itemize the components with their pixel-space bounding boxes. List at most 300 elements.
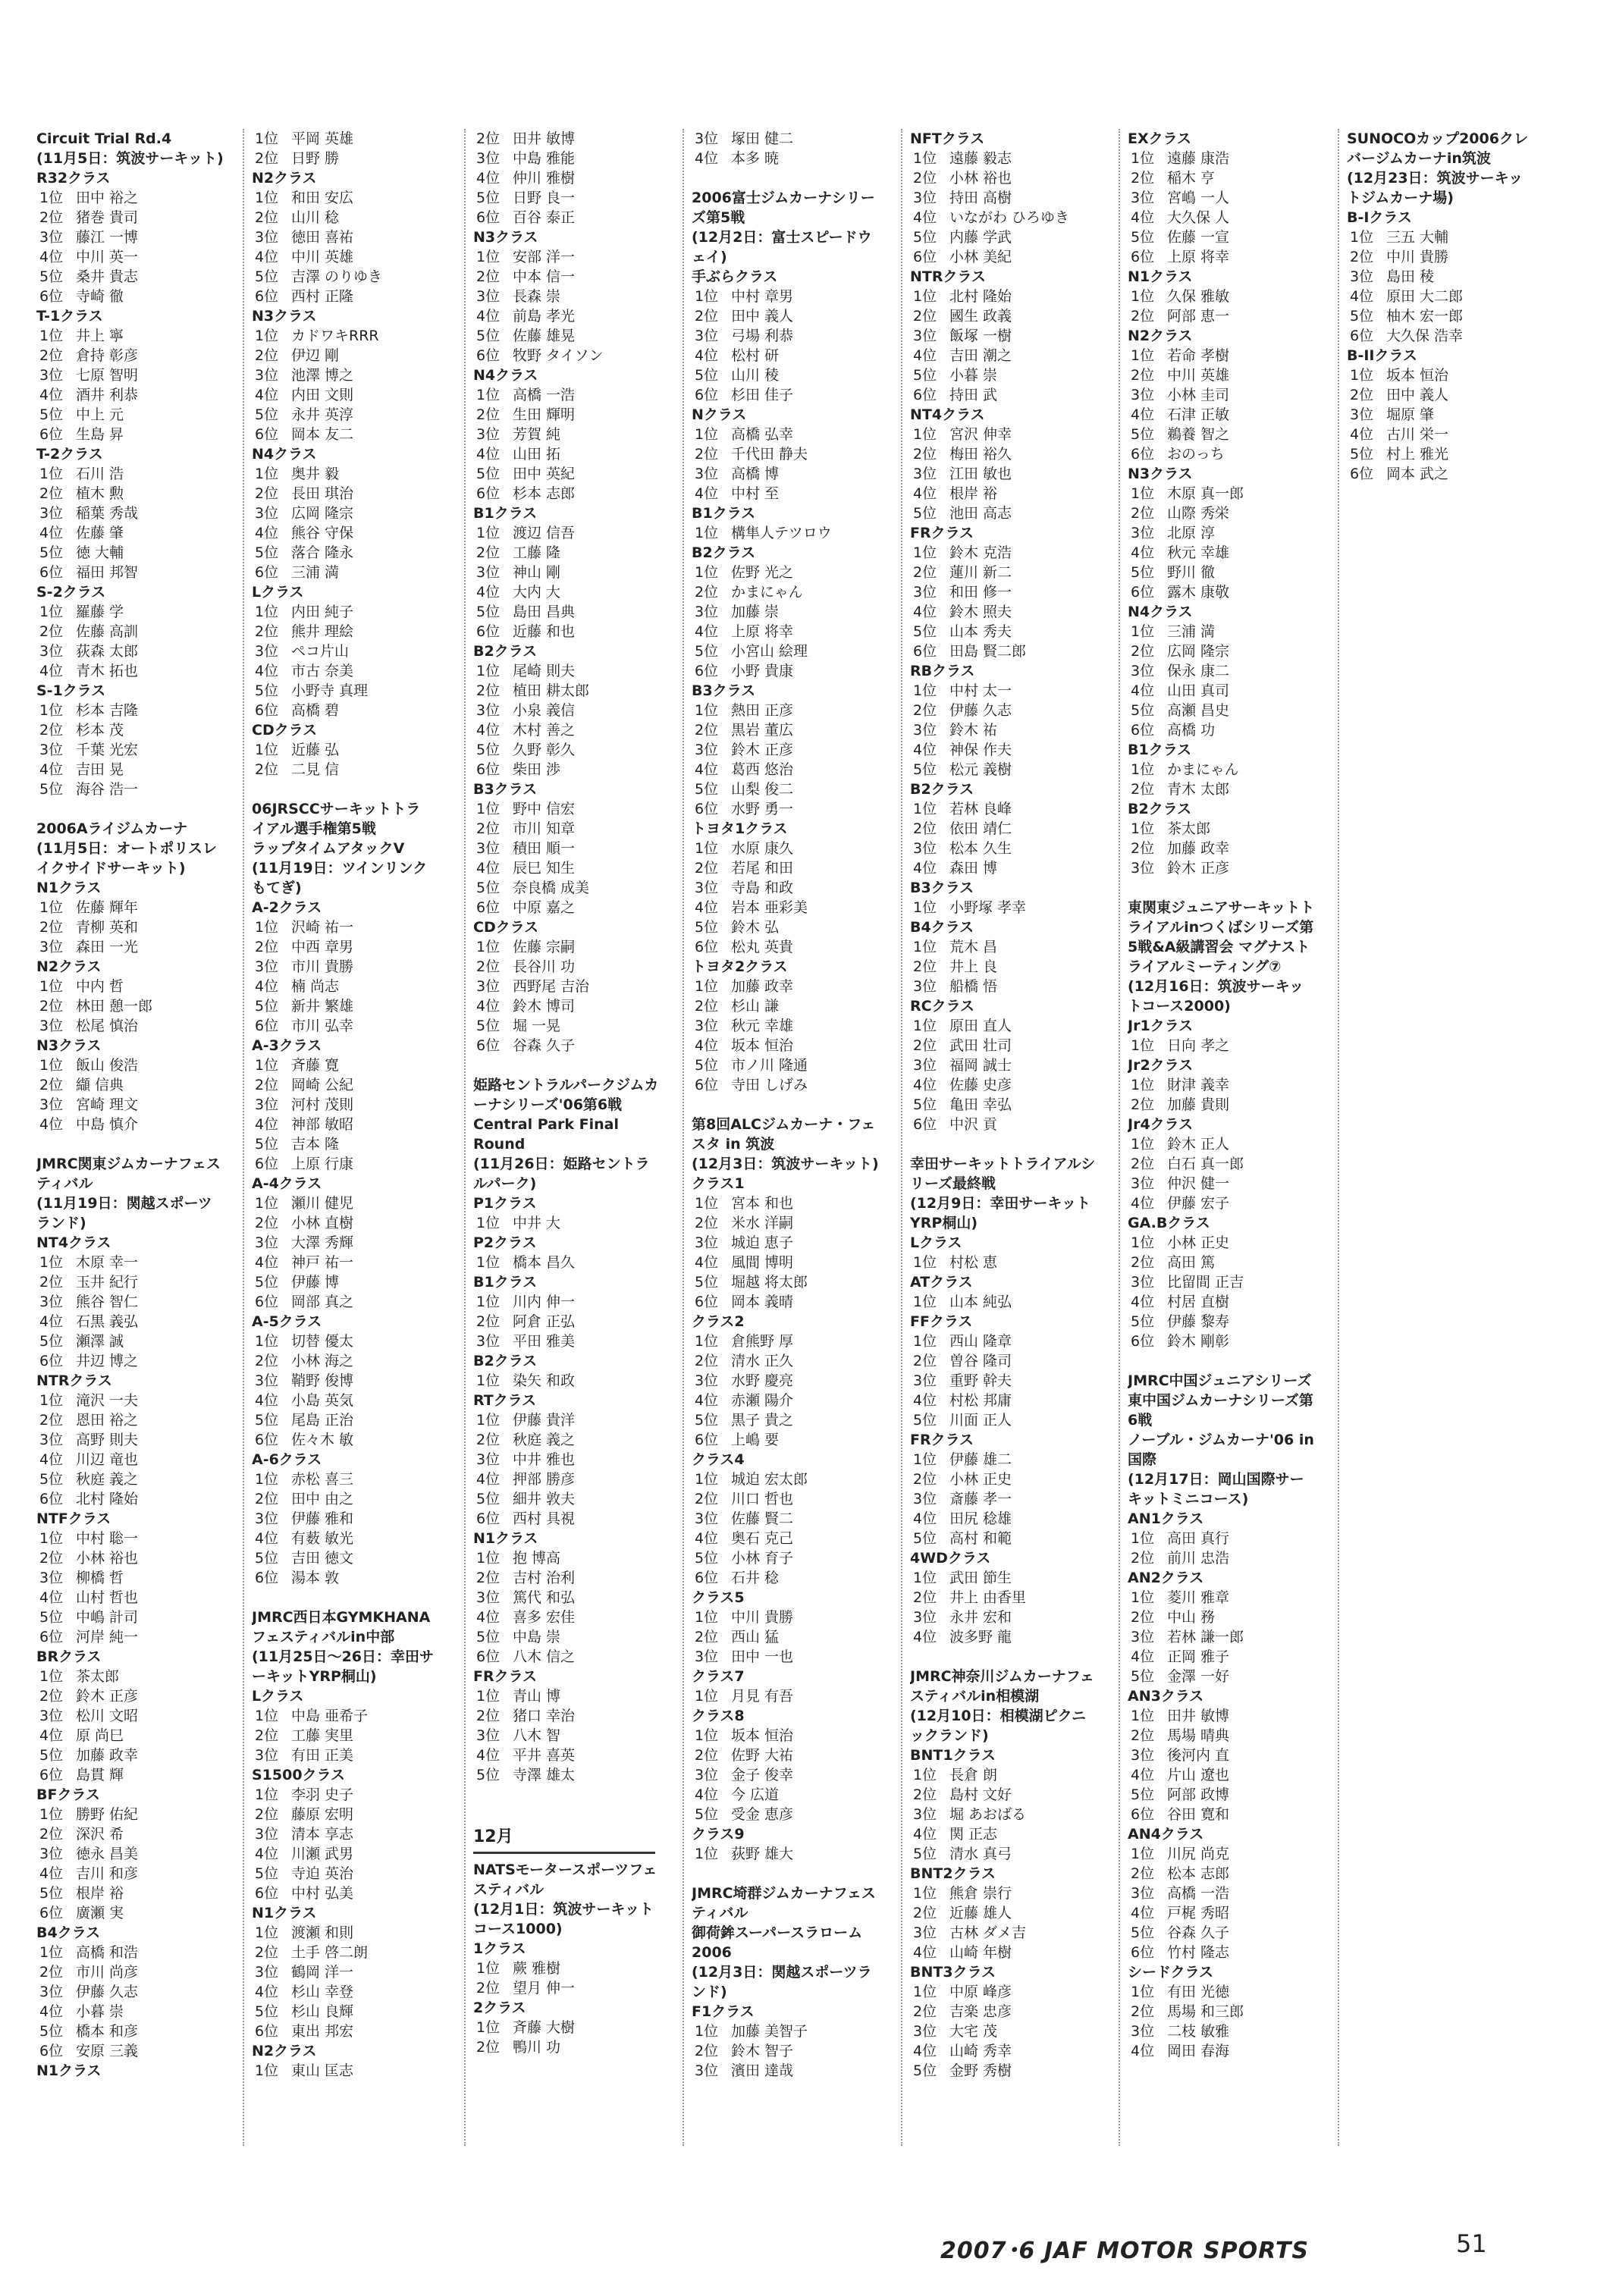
position-label: 4位 <box>913 1510 937 1527</box>
position-label: 5位 <box>476 328 501 344</box>
position-label: 1位 <box>476 1372 501 1389</box>
result-row <box>1128 819 1342 839</box>
result-row <box>473 582 687 602</box>
position-label: 1位 <box>1131 1708 1155 1724</box>
result-row <box>910 464 1124 484</box>
result-row <box>252 503 466 523</box>
position-label: 1位 <box>695 1846 719 1862</box>
driver-name: 千代田 静夫 <box>731 446 808 463</box>
driver-name: 寺島 和政 <box>731 880 794 896</box>
driver-name: 中川 貴勝 <box>1386 249 1449 265</box>
driver-name: 加藤 貴則 <box>1167 1096 1230 1113</box>
result-row <box>252 188 466 208</box>
driver-name: 神保 作夫 <box>949 742 1012 758</box>
position-label: 1位 <box>695 564 719 581</box>
position-label: 1位 <box>476 939 501 955</box>
driver-name: 中沢 貢 <box>949 1116 998 1133</box>
position-label: 5位 <box>913 1846 937 1862</box>
driver-name: 井上 由香里 <box>949 1589 1027 1606</box>
result-row <box>36 1292 250 1312</box>
result-row <box>252 365 466 385</box>
result-row <box>252 1233 466 1253</box>
driver-name: 岩本 亜彩美 <box>731 899 808 916</box>
driver-name: 篤代 和弘 <box>513 1589 576 1606</box>
result-row <box>1128 582 1342 602</box>
driver-name: 堀 一晃 <box>513 1018 561 1034</box>
class-heading: NTRクラス <box>910 268 986 285</box>
position-label: 5位 <box>913 623 937 640</box>
position-label: 4位 <box>913 1629 937 1645</box>
result-row <box>473 405 687 425</box>
result-row <box>692 1410 905 1430</box>
event-heading: スタ in 筑波 <box>692 1136 775 1153</box>
driver-name: 比留間 正吉 <box>1167 1274 1244 1291</box>
position-label: 4位 <box>695 1530 719 1547</box>
result-row <box>1128 503 1342 523</box>
event-heading: (11月5日：オートポリスレ <box>36 840 217 857</box>
result-row <box>910 385 1124 405</box>
position-label: 1位 <box>1131 820 1155 837</box>
position-label: 3位 <box>1131 1274 1155 1291</box>
position-label: 5位 <box>39 406 64 423</box>
position-label: 2位 <box>695 1629 719 1645</box>
position-label: 1位 <box>476 387 501 403</box>
position-label: 4位 <box>39 1116 64 1133</box>
result-row <box>1128 287 1342 306</box>
class-heading: B-Iクラス <box>1347 209 1412 226</box>
position-label: 2位 <box>255 1727 279 1744</box>
result-row <box>1128 247 1342 267</box>
position-label: 4位 <box>255 249 279 265</box>
class-heading: シードクラス <box>1128 1964 1214 1981</box>
driver-name: 瀬川 健児 <box>291 1195 354 1212</box>
driver-name: 市古 奈美 <box>291 663 354 679</box>
position-label: 4位 <box>255 663 279 679</box>
position-label: 3位 <box>695 1767 719 1783</box>
driver-name: 坂本 恒治 <box>1386 367 1449 384</box>
position-label: 4位 <box>695 150 719 167</box>
position-label: 4位 <box>255 1254 279 1271</box>
class-heading: NT4クラス <box>36 1234 111 1251</box>
position-label: 4位 <box>39 663 64 679</box>
driver-name: 中村 聡一 <box>76 1530 139 1547</box>
class-heading: Jr2クラス <box>1128 1057 1194 1074</box>
driver-name: 原 尚巳 <box>76 1727 124 1744</box>
class-heading: N2クラス <box>36 958 102 975</box>
driver-name: 田中 義人 <box>731 308 794 325</box>
result-row <box>692 2041 905 2061</box>
driver-name: 望月 伸一 <box>513 1980 576 1996</box>
driver-name: 赤瀬 陽介 <box>731 1392 794 1409</box>
result-row <box>36 1962 250 1982</box>
driver-name: 構隼人テツロウ <box>731 525 832 541</box>
result-row <box>36 1075 250 1095</box>
result-row <box>910 188 1124 208</box>
driver-name: 伊藤 貴洋 <box>513 1412 576 1429</box>
result-row <box>692 1272 905 1292</box>
driver-name: 三浦 満 <box>291 564 340 581</box>
class-heading: クラス2 <box>692 1313 745 1330</box>
position-label: 1位 <box>913 1570 937 1586</box>
driver-name: 金澤 一好 <box>1167 1668 1230 1685</box>
driver-name: 茶太郎 <box>1167 820 1211 837</box>
driver-name: 長谷川 功 <box>513 958 576 975</box>
class-heading: Jr4クラス <box>1128 1116 1194 1133</box>
event-heading: 06JRSCCサーキットトラ <box>252 801 421 817</box>
result-row <box>473 1430 687 1450</box>
class-heading: CDクラス <box>252 722 318 739</box>
position-label: 1位 <box>1131 485 1155 502</box>
position-label: 2位 <box>1131 1254 1155 1271</box>
position-label: 5位 <box>695 1550 719 1567</box>
result-row <box>473 1292 687 1312</box>
position-label: 4位 <box>255 387 279 403</box>
event-heading: 2006 <box>692 1944 732 1961</box>
spacer <box>473 1055 687 1075</box>
driver-name: 市川 貴勝 <box>291 958 354 975</box>
class-heading: N3クラス <box>36 1037 102 1054</box>
results-column <box>692 129 905 2081</box>
result-row <box>473 1470 687 1489</box>
position-label: 2位 <box>695 1353 719 1369</box>
result-row <box>910 227 1124 247</box>
position-label: 5位 <box>1131 1786 1155 1803</box>
result-row <box>252 1154 466 1174</box>
driver-name: 石川 浩 <box>76 466 124 482</box>
result-row <box>910 641 1124 661</box>
position-label: 4位 <box>913 209 937 226</box>
driver-name: 岡本 武之 <box>1386 466 1449 482</box>
class-heading: N3クラス <box>252 308 317 325</box>
result-row <box>473 1509 687 1529</box>
result-row <box>692 1016 905 1036</box>
class-heading: A-5クラス <box>252 1313 322 1330</box>
position-label: 5位 <box>255 1274 279 1291</box>
driver-name: 中村 太一 <box>949 682 1012 699</box>
position-label: 3位 <box>1131 387 1155 403</box>
position-label: 1位 <box>695 1688 719 1705</box>
position-label: 2位 <box>39 919 64 936</box>
driver-name: 三五 大輔 <box>1386 229 1449 246</box>
position-label: 1位 <box>39 1530 64 1547</box>
driver-name: 深沢 希 <box>76 1826 124 1843</box>
result-row <box>910 1608 1124 1627</box>
result-row <box>473 622 687 641</box>
position-label: 1位 <box>695 1333 719 1350</box>
class-heading: S-1クラス <box>36 682 106 699</box>
result-row <box>36 405 250 425</box>
class-heading: B3クラス <box>910 880 974 896</box>
driver-name: 戸梶 秀昭 <box>1167 1905 1230 1921</box>
position-label: 2位 <box>1350 387 1374 403</box>
position-label: 3位 <box>695 604 719 620</box>
result-row <box>36 996 250 1016</box>
position-label: 6位 <box>1131 1806 1155 1823</box>
driver-name: 有薮 敏光 <box>291 1530 354 1547</box>
class-heading: AN3クラス <box>1128 1688 1204 1705</box>
driver-name: 鵜養 智之 <box>1167 426 1230 443</box>
driver-name: 吉田 徳文 <box>291 1550 354 1567</box>
result-row <box>36 425 250 444</box>
event-heading: 5戦&A級講習会 マグナスト <box>1128 939 1310 955</box>
result-row <box>910 149 1124 168</box>
class-heading: P2クラス <box>473 1234 537 1251</box>
position-label: 3位 <box>1131 1175 1155 1192</box>
driver-name: 二枝 敏雅 <box>1167 2023 1230 2040</box>
position-label: 1位 <box>255 130 279 147</box>
class-heading: T-1クラス <box>36 308 103 325</box>
driver-name: 広岡 隆宗 <box>291 505 354 522</box>
position-label: 3位 <box>39 1984 64 2000</box>
class-heading: FRクラス <box>910 1432 974 1448</box>
driver-name: 馬場 晴典 <box>1167 1727 1230 1744</box>
position-label: 3位 <box>255 367 279 384</box>
result-row <box>692 1568 905 1588</box>
position-label: 5位 <box>695 1274 719 1291</box>
position-label: 4位 <box>39 761 64 778</box>
position-label: 5位 <box>1131 426 1155 443</box>
position-label: 6位 <box>255 288 279 305</box>
result-row <box>910 1627 1124 1647</box>
driver-name: 牧野 タイソン <box>513 347 604 364</box>
driver-name: 野川 徹 <box>1167 564 1216 581</box>
position-label: 6位 <box>39 2043 64 2059</box>
position-label: 4位 <box>913 2043 937 2059</box>
result-row <box>36 1055 250 1075</box>
position-label: 6位 <box>1131 1333 1155 1350</box>
result-row <box>252 543 466 563</box>
driver-name: 中村 章男 <box>731 288 794 305</box>
position-label: 1位 <box>1131 288 1155 305</box>
position-label: 6位 <box>255 1885 279 1902</box>
driver-name: 山梨 俊二 <box>731 781 794 798</box>
magazine-footer: 2007･6 JAF MOTOR SPORTS <box>940 2238 1309 2264</box>
position-label: 1位 <box>476 1294 501 1310</box>
driver-name: 高橋 碧 <box>291 702 340 719</box>
result-row <box>910 1095 1124 1115</box>
driver-name: 福岡 誠士 <box>949 1057 1012 1074</box>
position-label: 2位 <box>913 1037 937 1054</box>
result-row <box>252 622 466 641</box>
position-label: 1位 <box>695 2023 719 2040</box>
driver-name: 高村 和範 <box>949 1530 1012 1547</box>
event-heading: イアル選手権第5戦 <box>252 820 376 837</box>
result-row <box>36 188 250 208</box>
result-row <box>692 1548 905 1568</box>
result-row <box>1128 1627 1342 1647</box>
position-label: 3位 <box>39 1432 64 1448</box>
event-heading: Round <box>473 1136 526 1153</box>
event-heading: JMRC関東ジムカーナフェス <box>36 1156 221 1172</box>
position-label: 3位 <box>913 1057 937 1074</box>
driver-name: 木村 善之 <box>513 722 576 739</box>
result-row <box>252 1726 466 1746</box>
result-row <box>252 641 466 661</box>
result-row <box>692 346 905 365</box>
driver-name: 水野 勇一 <box>731 801 794 817</box>
event-heading: 2006Aライジムカーナ <box>36 820 188 837</box>
result-row <box>692 1193 905 1213</box>
result-row <box>473 208 687 227</box>
result-row <box>692 1765 905 1785</box>
result-row <box>36 740 250 760</box>
position-label: 4位 <box>255 525 279 541</box>
position-label: 1位 <box>913 801 937 817</box>
class-heading: F1クラス <box>692 2003 755 2020</box>
position-label: 1位 <box>913 1451 937 1468</box>
position-label: 1位 <box>255 466 279 482</box>
class-heading: クラス7 <box>692 1668 745 1685</box>
driver-name: 百谷 泰正 <box>513 209 576 226</box>
driver-name: 本多 暁 <box>731 150 780 167</box>
result-row <box>252 1785 466 1805</box>
result-row <box>910 799 1124 819</box>
position-label: 3位 <box>1350 406 1374 423</box>
result-row <box>910 839 1124 858</box>
driver-name: 梅田 裕久 <box>949 446 1012 463</box>
result-row <box>36 464 250 484</box>
result-row <box>36 267 250 287</box>
result-row <box>36 1844 250 1864</box>
position-label: 3位 <box>255 1964 279 1981</box>
event-heading: トジムカーナ場) <box>1347 190 1454 206</box>
results-column <box>910 129 1124 2081</box>
position-label: 4位 <box>695 761 719 778</box>
class-heading: N1クラス <box>252 1905 317 1921</box>
result-row <box>252 523 466 543</box>
position-label: 1位 <box>913 426 937 443</box>
driver-name: 加藤 政幸 <box>1167 840 1230 857</box>
class-heading: R32クラス <box>36 170 111 187</box>
result-row <box>252 1805 466 1824</box>
driver-name: かまにゃん <box>1167 761 1239 778</box>
position-label: 1位 <box>695 978 719 995</box>
class-heading: A-4クラス <box>252 1175 322 1192</box>
driver-name: 池田 高志 <box>949 505 1012 522</box>
driver-name: 山際 秀栄 <box>1167 505 1230 522</box>
result-row <box>910 701 1124 720</box>
position-label: 2位 <box>39 1550 64 1567</box>
position-label: 1位 <box>1350 229 1374 246</box>
result-row <box>692 1608 905 1627</box>
position-label: 2位 <box>913 1589 937 1606</box>
position-label: 1位 <box>913 1294 937 1310</box>
result-row <box>910 1765 1124 1785</box>
driver-name: 谷田 寛和 <box>1167 1806 1230 1823</box>
position-label: 1位 <box>695 288 719 305</box>
position-label: 5位 <box>255 1550 279 1567</box>
driver-name: 小林 美紀 <box>949 249 1012 265</box>
event-heading: (11月19日：関越スポーツ <box>36 1195 212 1212</box>
position-label: 2位 <box>913 1905 937 1921</box>
position-label: 2位 <box>695 308 719 325</box>
result-row <box>692 779 905 799</box>
driver-name: 荻森 太郎 <box>76 643 139 660</box>
result-row <box>692 1253 905 1272</box>
result-row <box>692 1746 905 1765</box>
result-row <box>692 1489 905 1509</box>
result-row <box>252 1272 466 1292</box>
result-row <box>36 227 250 247</box>
driver-name: 近藤 雄人 <box>949 1905 1012 1921</box>
result-row <box>473 188 687 208</box>
result-row <box>252 1548 466 1568</box>
driver-name: 湯本 敦 <box>291 1570 340 1586</box>
position-label: 6位 <box>476 209 501 226</box>
position-label: 3位 <box>695 880 719 896</box>
result-row <box>1128 1529 1342 1548</box>
position-label: 2位 <box>255 939 279 955</box>
position-label: 4位 <box>39 387 64 403</box>
class-heading: 2クラス <box>473 2000 526 2016</box>
result-row <box>252 1134 466 1154</box>
driver-name: 吉本 隆 <box>291 1136 340 1153</box>
position-label: 1位 <box>913 682 937 699</box>
position-label: 1位 <box>39 978 64 995</box>
driver-name: 熊倉 崇行 <box>949 1885 1012 1902</box>
result-row <box>473 1726 687 1746</box>
result-row <box>36 917 250 937</box>
position-label: 1位 <box>695 426 719 443</box>
position-label: 4位 <box>913 1077 937 1093</box>
driver-name: 渡辺 信吾 <box>513 525 576 541</box>
driver-name: 根岸 裕 <box>949 485 998 502</box>
result-row <box>36 1450 250 1470</box>
spacer <box>252 779 466 799</box>
result-row <box>910 1903 1124 1923</box>
driver-name: 正岡 雅子 <box>1167 1648 1230 1665</box>
result-row <box>252 760 466 779</box>
spacer <box>910 1647 1124 1667</box>
result-row <box>252 1884 466 1903</box>
event-heading: バージムカーナin筑波 <box>1347 150 1491 167</box>
driver-name: 市川 知章 <box>513 820 576 837</box>
driver-name: 小林 正史 <box>1167 1234 1230 1251</box>
event-heading: JMRC埼群ジムカーナフェス <box>692 1885 876 1902</box>
position-label: 2位 <box>255 150 279 167</box>
driver-name: 橋本 昌久 <box>513 1254 576 1271</box>
result-row <box>473 326 687 346</box>
event-heading: ンド) <box>692 1984 727 2000</box>
position-label: 4位 <box>39 2003 64 2020</box>
result-row <box>252 1253 466 1272</box>
position-label: 2位 <box>476 544 501 561</box>
result-row <box>252 267 466 287</box>
driver-name: 和田 安広 <box>291 190 354 206</box>
driver-name: 佐藤 高訓 <box>76 623 139 640</box>
position-label: 6位 <box>255 1156 279 1172</box>
driver-name: 中島 慎介 <box>76 1116 139 1133</box>
result-row <box>692 839 905 858</box>
position-label: 2位 <box>476 268 501 285</box>
position-label: 4位 <box>255 1530 279 1547</box>
driver-name: 藤原 宏明 <box>291 1806 354 1823</box>
driver-name: 坂本 恒治 <box>731 1727 794 1744</box>
result-row <box>252 247 466 267</box>
driver-name: 小林 海之 <box>291 1353 354 1369</box>
position-label: 4位 <box>695 623 719 640</box>
driver-name: 小林 育子 <box>731 1550 794 1567</box>
position-label: 5位 <box>476 880 501 896</box>
driver-name: 日野 勝 <box>291 150 340 167</box>
position-label: 6位 <box>695 1294 719 1310</box>
driver-name: 城迫 宏太郎 <box>731 1471 808 1488</box>
position-label: 3位 <box>1131 860 1155 877</box>
result-row <box>473 267 687 287</box>
driver-name: 中川 貴勝 <box>731 1609 794 1626</box>
driver-name: 米水 洋嗣 <box>731 1215 794 1231</box>
driver-name: 熊谷 守保 <box>291 525 354 541</box>
